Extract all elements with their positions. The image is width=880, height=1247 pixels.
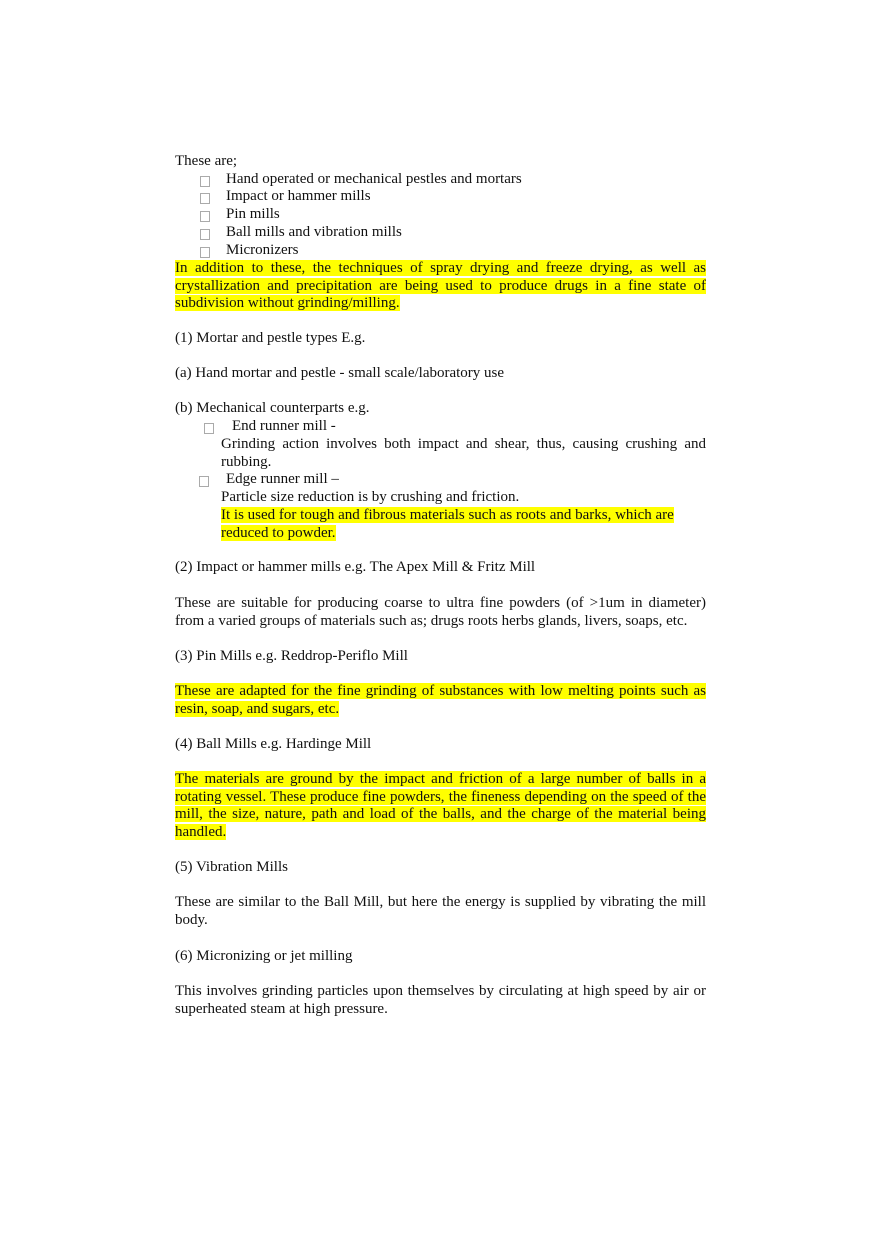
bullet-box-icon: [200, 211, 210, 222]
edge-runner-title: Edge runner mill –: [226, 471, 339, 487]
list-item: Micronizers: [226, 242, 299, 258]
section-5-heading: (5) Vibration Mills: [175, 859, 288, 875]
section-1b: (b) Mechanical counterparts e.g.: [175, 400, 370, 416]
list-item: Impact or hammer mills: [226, 188, 371, 204]
section-5-text: These are similar to the Ball Mill, but here the energy is supplied by vibrating the mill body.: [175, 894, 706, 928]
edge-runner-text: Particle size reduction is by crushing and friction.: [221, 489, 520, 505]
bullet-box-icon: [204, 423, 214, 434]
section-1-heading: (1) Mortar and pestle types E.g.: [175, 330, 366, 346]
intro-text: These are;: [175, 153, 238, 169]
highlighted-text: It is used for tough and fibrous materials such as roots and barks, which are reduced to powder.: [221, 507, 674, 541]
highlighted-text: The materials are ground by the impact and friction of a large number of balls in a rotating vessel. These produce fine powders, the fineness depending on the speed of the mill, the size, nature, path and load of the balls, and the charge of the material being handled.: [175, 771, 706, 840]
section-2-text: These are suitable for producing coarse to ultra fine powders (of >1um in diameter) from a varied groups of materials such as; drugs roots herbs glands, livers, soaps, etc.: [175, 595, 706, 629]
section-3-heading: (3) Pin Mills e.g. Reddrop-Periflo Mill: [175, 648, 408, 664]
end-runner-title: End runner mill -: [232, 418, 336, 434]
section-6-text: This involves grinding particles upon themselves by circulating at high speed by air or superheated steam at high pressure.: [175, 983, 706, 1017]
bullet-box-icon: [199, 476, 209, 487]
section-3-text: [175, 683, 706, 718]
bullet-box-icon: [200, 229, 210, 240]
section-4-heading: (4) Ball Mills e.g. Hardinge Mill: [175, 736, 372, 752]
end-runner-text: Grinding action involves both impact and shear, thus, causing crushing and rubbing.: [221, 436, 706, 470]
list-item: Ball mills and vibration mills: [226, 224, 402, 240]
section-2-heading: (2) Impact or hammer mills e.g. The Apex Mill & Fritz Mill: [175, 559, 536, 575]
highlighted-text: In addition to these, the techniques of spray drying and freeze drying, as well as crystallization and precipitation are being used to produce drugs in a fine state of subdivision without grinding/milling.: [175, 260, 706, 312]
section-4-text: [175, 771, 706, 841]
list-item: Pin mills: [226, 206, 280, 222]
bullet-box-icon: [200, 247, 210, 258]
list-item: Hand operated or mechanical pestles and mortars: [226, 171, 522, 187]
bullet-box-icon: [200, 176, 210, 187]
edge-runner-note: [221, 507, 691, 542]
intro-note: [175, 260, 706, 313]
section-6-heading: (6) Micronizing or jet milling: [175, 948, 353, 964]
bullet-box-icon: [200, 193, 210, 204]
section-1a: (a) Hand mortar and pestle - small scale/laboratory use: [175, 365, 505, 381]
highlighted-text: These are adapted for the fine grinding of substances with low melting points such as resin, soap, and sugars, etc.: [175, 683, 706, 717]
